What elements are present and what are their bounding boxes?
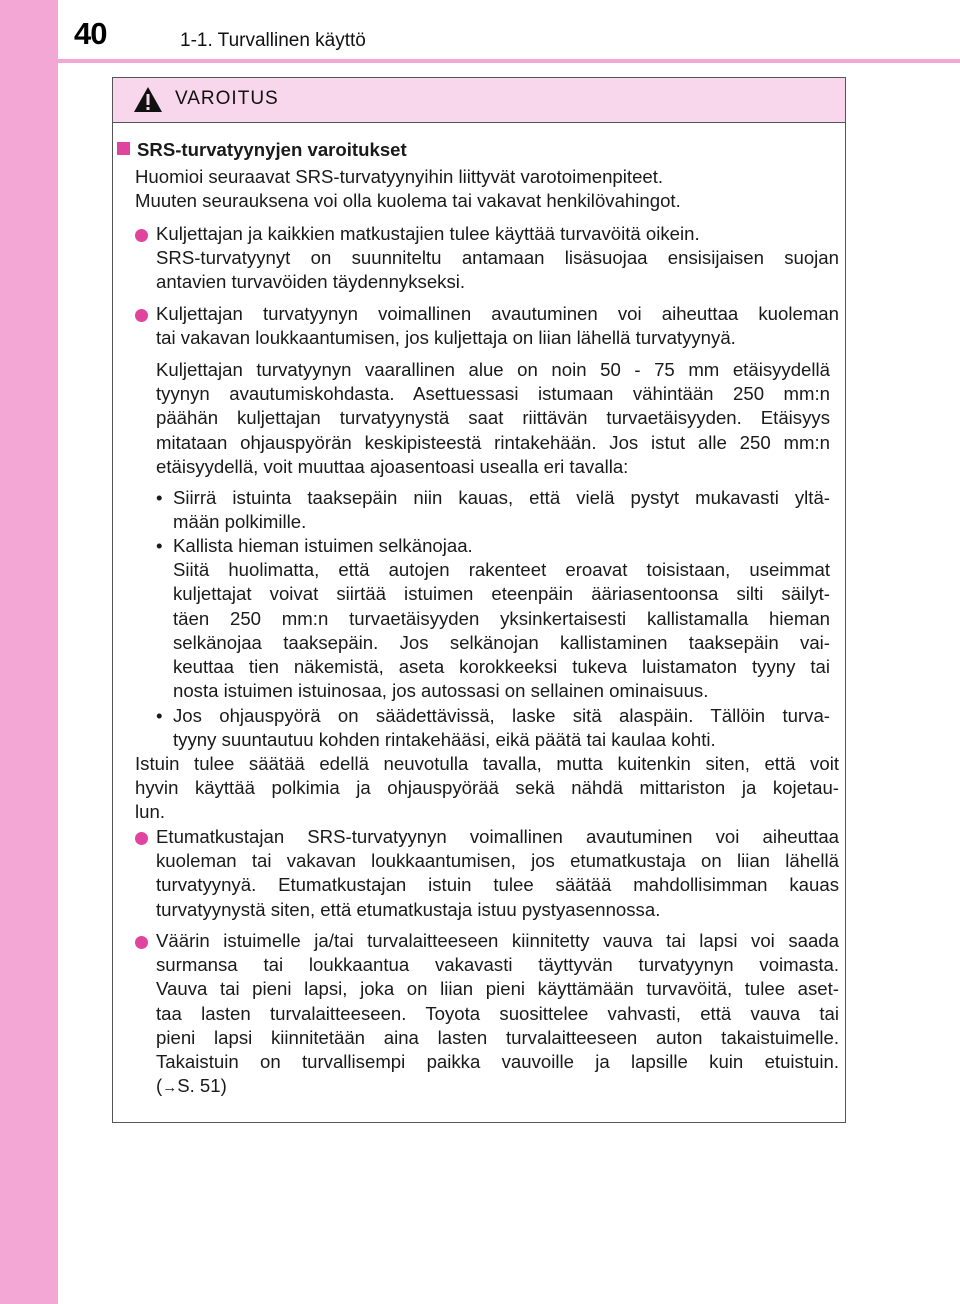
subheading	[117, 138, 407, 162]
text-line: Siitä huolimatta, että autojen rakenteet eroavat toisistaan, useimmat	[173, 559, 830, 581]
bullet-item-1	[156, 222, 839, 295]
text-line: kuljettajat voivat siirtää istuimen eteenpäin ääriasentoonsa silti säilyt-	[173, 583, 830, 605]
text-line: Kuljettajan turvatyynyn voimallinen avautuminen voi aiheuttaa kuoleman	[156, 303, 839, 324]
warning-label: VAROITUS	[175, 88, 279, 109]
text-line: kuoleman tai vakavan loukkaantumisen, jos etumatkustaja on liian lähellä	[156, 850, 839, 872]
bullet-dot-icon	[135, 832, 148, 845]
text-line: Etumatkustajan SRS-turvatyynyn voimallinen avautuminen voi aiheuttaa	[156, 826, 839, 847]
warning-header	[113, 78, 845, 123]
text-line: Huomioi seuraavat SRS-turvatyynyihin liittyvät varotoimenpiteet.	[135, 166, 664, 187]
text-line: tyynyn avautumiskohdasta. Asettuessasi istumaan vähintään 250 mm:n	[156, 383, 830, 405]
square-bullet-icon	[117, 142, 130, 155]
text-line: Muuten seurauksena voi olla kuolema tai vakavat henkilövahingot.	[135, 190, 681, 212]
bullet-mark: •	[156, 487, 163, 508]
text-line: Takaistuin on turvallisempi paikka vauvoille ja lapsille kuin etuistuin.	[156, 1051, 839, 1073]
bullet-dot-icon	[135, 936, 148, 949]
header-rule	[58, 59, 960, 63]
arrow-right-icon: →	[162, 1079, 178, 1097]
text-line: lun.	[135, 801, 165, 823]
text-line: Kallista hieman istuimen selkänojaa.	[173, 535, 473, 556]
ref-open: (	[156, 1075, 163, 1097]
page-number: 40	[74, 16, 107, 51]
bullet-dot-icon	[135, 229, 148, 242]
text-line: antavien turvavöiden täydennykseksi.	[156, 271, 466, 293]
text-line: mään polkimille.	[173, 511, 307, 533]
text-line: hyvin käyttää polkimia ja ohjauspyörää sekä nähdä mittariston ja kojetau-	[135, 777, 839, 799]
text-line: turvatyynystä siten, että etumatkustaja istuu pystyasennossa.	[156, 898, 661, 920]
bullet-item-4	[156, 929, 839, 1100]
text-line: päähän kuljettajan turvatyynystä saat riittävän turvaetäisyyden. Etäisyys	[156, 407, 830, 429]
text-line: Istuin tulee säätää edellä neuvotulla tavalla, mutta kuitenkin siten, että voit	[135, 753, 839, 774]
text-line: etäisyydellä, voit muuttaa ajoasentoasi usealla eri tavalla:	[156, 455, 629, 477]
text-line: tai vakavan loukkaantumisen, jos kuljettaja on liian lähellä turvatyynyä.	[156, 327, 736, 349]
text-line: nosta istuimen istuinosaa, jos autossasi on sellainen ominaisuus.	[173, 680, 709, 702]
text-line: Kuljettajan turvatyynyn vaarallinen alue on noin 50 - 75 mm etäisyydellä	[156, 359, 830, 380]
text-line: Vauva tai pieni lapsi, joka on liian pieni käyttämään turvavöitä, tulee aset-	[156, 978, 839, 1000]
text-line: Väärin istuimelle ja/tai turvalaitteeseen kiinnitetty vauva tai lapsi voi saada	[156, 930, 839, 951]
warning-triangle-icon	[133, 86, 163, 113]
text-line: tyyny suuntautuu kohden rintakehääsi, eikä päätä tai kaulaa kohti.	[173, 729, 716, 751]
sub-bullet-text	[173, 704, 830, 752]
text-line: pieni lapsi kiinnitetään aina lasten turvalaitteeseen auton takaistuimelle.	[156, 1026, 839, 1048]
section-title: 1-1. Turvallinen käyttö	[180, 30, 366, 51]
after-paragraph	[135, 752, 839, 825]
text-line: mitataan ohjauspyörän keskipisteestä rintakehään. Jos istut alle 250 mm:n	[156, 431, 830, 453]
text-line: täen 250 mm:n turvaetäisyyden yksinkertaisesti kallistamalla hieman	[173, 607, 830, 629]
bullet-mark: •	[156, 705, 163, 726]
bullet-item-2	[156, 302, 839, 350]
detail-paragraph	[156, 358, 830, 479]
intro-paragraph	[135, 165, 839, 213]
bullet-mark: •	[156, 535, 163, 556]
left-margin-band	[0, 0, 58, 1304]
ref-text: S. 51)	[177, 1075, 227, 1097]
text-line: Jos ohjauspyörä on säädettävissä, laske sitä alaspäin. Tällöin turva-	[173, 705, 830, 726]
text-line: SRS-turvatyynyt on suunniteltu antamaan lisäsuojaa ensisijaisen suojan	[156, 247, 839, 269]
text-line: surmansa tai loukkaantua vakavasti täyttyvän turvatyynyn voimasta.	[156, 954, 839, 976]
text-line: selkänojaa taaksepäin. Jos selkänojan kallistaminen taaksepäin vai-	[173, 631, 830, 653]
page-reference[interactable]	[156, 1074, 839, 1100]
text-line: taa lasten turvalaitteeseen. Toyota suosittelee vahvasti, että vauva tai	[156, 1002, 839, 1024]
bullet-item-3	[156, 825, 839, 922]
text-line: turvatyynyä. Etumatkustajan istuin tulee säätää mahdollisimman kauas	[156, 874, 839, 896]
bullet-dot-icon	[135, 309, 148, 322]
sub-bullet-text	[173, 534, 830, 703]
warning-box	[112, 77, 846, 1123]
text-line: Siirrä istuinta taaksepäin niin kauas, että vielä pystyt mukavasti yltä-	[173, 487, 830, 508]
text-line: keuttaa tien näkemistä, aseta korokkeeksi tukeva luistamaton tyyny tai	[173, 656, 830, 678]
sub-bullet-text	[173, 486, 830, 534]
subheading-text: SRS-turvatyynyjen varoitukset	[137, 139, 407, 160]
text-line: Kuljettajan ja kaikkien matkustajien tulee käyttää turvavöitä oikein.	[156, 223, 700, 244]
